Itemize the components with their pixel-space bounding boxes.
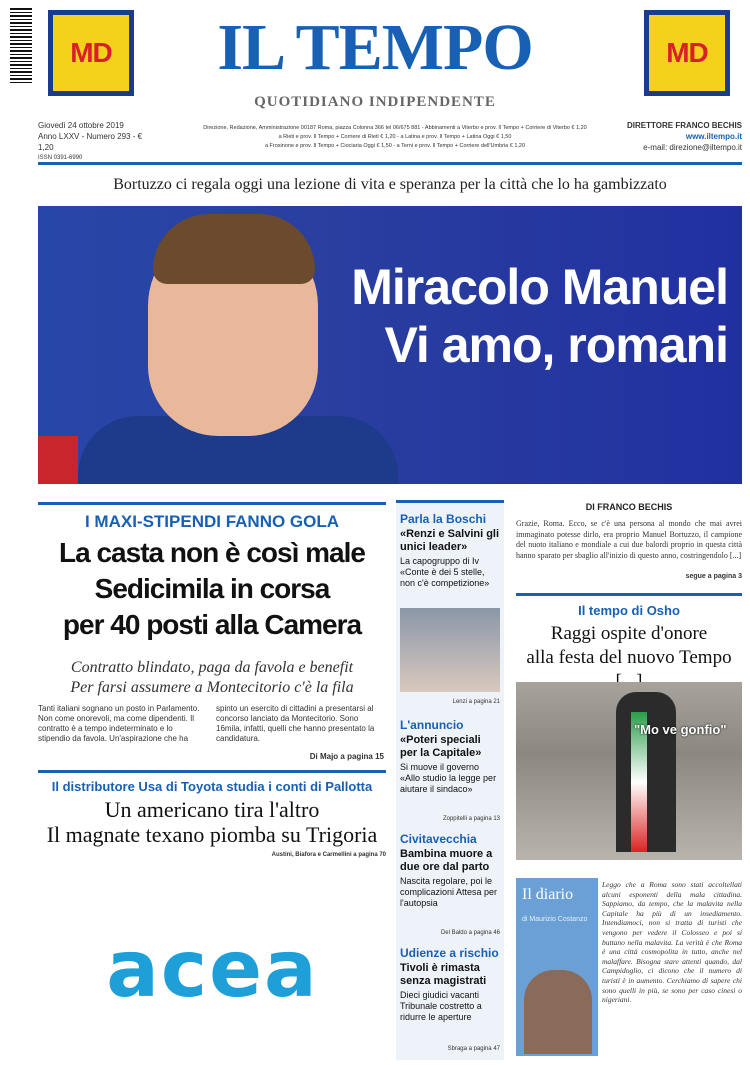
side-item-2[interactable]: L'annuncio «Poteri speciali per la Capitale» Si muove il governo «Allo studio la legge per aiutare il sindaco» bbox=[400, 718, 497, 794]
osho-headline[interactable]: Raggi ospite d'onore alla festa del nuovo Tempo bbox=[526, 623, 732, 668]
editorial-author: DI FRANCO BECHIS bbox=[585, 502, 673, 512]
issue-line: Anno LXXV - Numero 293 - € 1,20 bbox=[38, 132, 143, 152]
issn: ISSN 0391-6990 bbox=[38, 155, 83, 161]
email-link[interactable]: e-mail: direzione@iltempo.it bbox=[643, 143, 742, 152]
header-rule bbox=[38, 162, 742, 165]
md-logo-right[interactable]: MD bbox=[644, 10, 730, 96]
diario-box[interactable]: Il diario di Maurizio Costanzo bbox=[516, 878, 598, 1056]
hair bbox=[153, 214, 315, 284]
photo-caption: "Mo ve gonfio" bbox=[634, 722, 727, 737]
main-headline[interactable]: La casta non è così male Sedicimila in corsa per 40 posti alla Camera bbox=[59, 537, 365, 640]
md-logo-left[interactable]: MD bbox=[48, 10, 134, 96]
diario-body: Leggo che a Roma sono stati accoltellati alcuni esponenti della mala cittadina. Sappiamo, da tempo, che la malavita nella Capitale ha più di un insediamento. Intendiamoci, non si tratta di turisti che vengono per vedere il Colosseo e poi si buttano nella malavita. La verità è che Roma è una città cosmopolita in tutto, anche nel malaffare. Bisogna stare attenti quando, dal Campidoglio, ci dicono che il numero di turisti è in aumento. Cerchiamo di sapere chi sono quelli in più, se sono per caso cinesi o nigeriani. bbox=[602, 880, 742, 1005]
side-byline-4: Sbraga a pagina 47 bbox=[447, 1046, 500, 1052]
side-item-3[interactable]: Civitavecchia Bambina muore a due ore dal parto Nascita regolare, poi le complicazioni Attesa per l'autopsia bbox=[400, 832, 498, 908]
osho-kicker: Il tempo di Osho bbox=[578, 603, 680, 618]
costanzo-photo bbox=[524, 970, 592, 1054]
main-body-left: Tanti italiani sognano un posto in Parlamento. Non come onorevoli, ma come dipendenti. Il contratto è a tempo indeterminato e lo stipendio da favola. Un'aspirazione che ha bbox=[38, 704, 200, 743]
sidebar-rule bbox=[396, 500, 504, 503]
side-byline-1: Lenzi a pagina 21 bbox=[452, 699, 500, 705]
second-byline: Austini, Biafora e Carmellini a pagina 70 bbox=[271, 852, 386, 858]
side-item-1[interactable]: Parla la Boschi «Renzi e Salvini gli unici leader» La capogruppo di Iv «Conte è dei 5 stelle, non c'è competizione» bbox=[400, 512, 500, 588]
hero-title: Miracolo Manuel Vi amo, romani bbox=[351, 259, 728, 373]
second-rule bbox=[38, 770, 386, 773]
main-summary: Contratto blindato, paga da favola e benefit Per farsi assumere a Montecitorio c'è la fila bbox=[70, 659, 354, 696]
osho-rule bbox=[516, 593, 742, 596]
main-body-right: spinto un esercito di cittadini a presentarsi al concorso lanciato da Montecitorio. Sono 16mila, infatti, quelli che hanno presentato la candidatura. bbox=[216, 704, 375, 743]
director: DIRETTORE FRANCO BECHIS bbox=[627, 121, 742, 130]
director-block bbox=[600, 120, 742, 153]
editorial-body: Grazie, Roma. Ecco, se c'è una persona al mondo che mai avrei immaginato potesse dirlo, era proprio Manuel Bortuzzo, il campione del nuoto italiano e mondiale a cui due balordi proprio in questa città hanno sparato per sbaglio all'inizio di questo anno, costringendolo [...] bbox=[516, 519, 742, 560]
side-item-4[interactable]: Udienze a rischio Tivoli è rimasta senza magistrati Dieci giudici vacanti Tribunale costretto a ridurre le aperture bbox=[400, 946, 499, 1022]
date-line: Giovedì 24 ottobre 2019 bbox=[38, 121, 124, 130]
second-headline[interactable]: Un americano tira l'altro Il magnate texano piomba su Trigoria bbox=[46, 797, 378, 847]
side-byline-3: Del Baldo a pagina 46 bbox=[440, 930, 500, 936]
main-byline: Di Majo a pagina 15 bbox=[309, 752, 384, 761]
masthead-subtitle: QUOTIDIANO INDIPENDENTE bbox=[254, 94, 496, 110]
info-block: Direzione, Redazione, Amministrazione 00187 Roma, piazza Colonna 366 tel 06/675 881 - Abbinamenti a Viterbo e prov. Il Tempo + Corriere di Viterbo € 1,20 a Rieti e prov. Il Tempo + Corriere di Rieti € 1,20 - a Latina e prov. Il Tempo + Latina Oggi € 1,50 a Frosinone e prov. Il Tempo + Ciociaria Oggi € 1,50 - a Terni e prov. Il Tempo + Corriere dell'Umbria € 1,20 bbox=[203, 125, 587, 149]
masthead-title: IL TEMPO bbox=[217, 11, 533, 84]
main-rule bbox=[38, 502, 386, 505]
raggi-photo[interactable] bbox=[516, 682, 742, 860]
second-kicker: Il distributore Usa di Toyota studia i conti di Pallotta bbox=[51, 779, 373, 794]
boschi-photo[interactable] bbox=[400, 608, 500, 692]
editorial-byline: segue a pagina 3 bbox=[685, 573, 742, 580]
hero-photo[interactable] bbox=[38, 206, 742, 484]
acea-ad[interactable]: acea bbox=[106, 925, 319, 1015]
site-link[interactable]: www.iltempo.it bbox=[685, 132, 742, 141]
topline: Bortuzzo ci regala oggi una lezione di vita e speranza per la città che lo ha gambizzato bbox=[113, 176, 667, 193]
flag-fragment bbox=[38, 436, 78, 484]
barcode bbox=[10, 8, 32, 84]
date-block bbox=[38, 120, 148, 164]
main-kicker: I MAXI-STIPENDI FANNO GOLA bbox=[84, 512, 340, 531]
side-byline-2: Zoppitelli a pagina 13 bbox=[442, 816, 500, 822]
